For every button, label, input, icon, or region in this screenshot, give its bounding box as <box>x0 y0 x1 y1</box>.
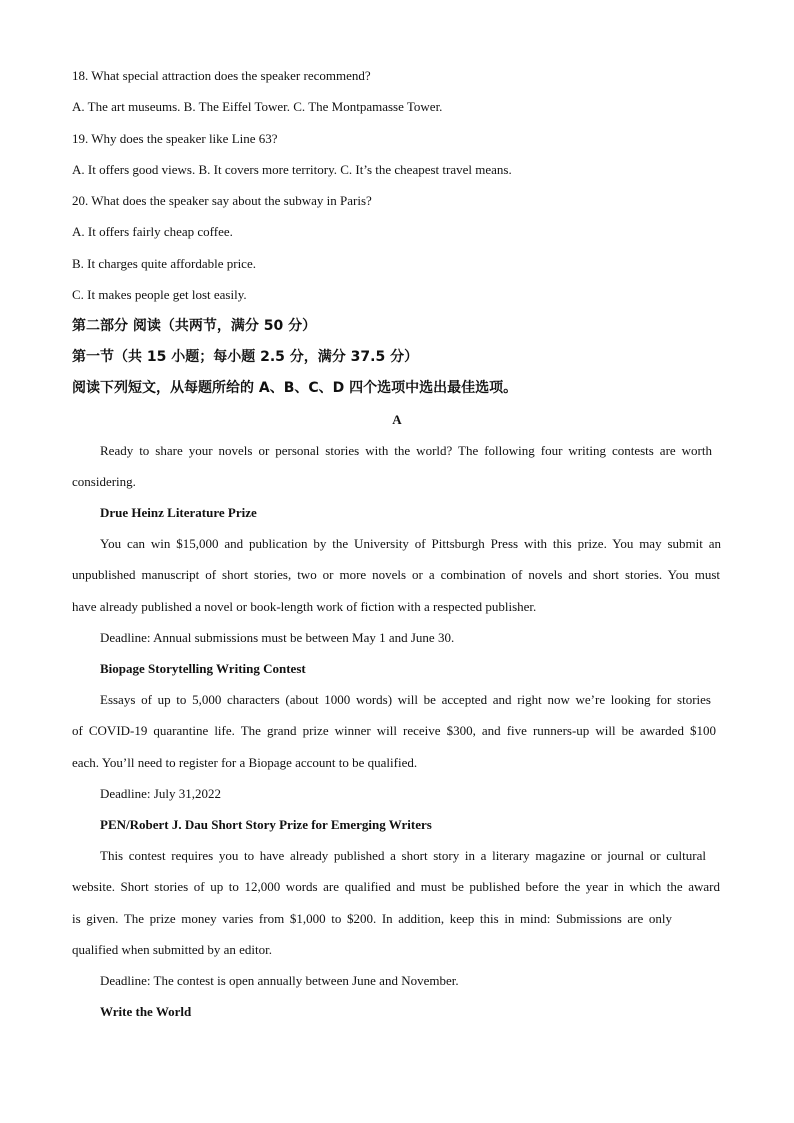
contest-title: PEN/Robert J. Dau Short Story Prize for Emerging Writers <box>100 817 432 832</box>
question-20-option-c: C. It makes people get lost easily. <box>72 287 247 302</box>
question-20-option-a: A. It offers fairly cheap coffee. <box>72 224 233 239</box>
contest-description-line: Essays of up to 5,000 characters (about 1000 words) will be accepted and right now we’re looking for stories <box>100 692 711 707</box>
passage-intro-line: considering. <box>72 474 136 489</box>
question-18: 18. What special attraction does the speaker recommend? <box>72 68 371 83</box>
contest-description-line: each. You’ll need to register for a Biopage account to be qualified. <box>72 755 418 770</box>
contest-deadline: Deadline: July 31,2022 <box>100 786 221 801</box>
contest-description-line: is given. The prize money varies from $1,000 to $200. In addition, keep this in mind: Submissions are only <box>72 911 672 926</box>
question-18-options: A. The art museums. B. The Eiffel Tower. C. The Montpamasse Tower. <box>72 99 443 114</box>
passage-letter: A <box>392 412 402 427</box>
contest-deadline: Deadline: The contest is open annually between June and November. <box>100 973 459 988</box>
contest-title: Drue Heinz Literature Prize <box>100 505 257 520</box>
question-20-option-b: B. It charges quite affordable price. <box>72 256 256 271</box>
contest-description-line: This contest requires you to have already published a short story in a literary magazine or journal or cultural <box>100 848 706 863</box>
section-heading: 第一节（共 15 小题；每小题 2.5 分，满分 37.5 分） <box>72 349 419 365</box>
passage-intro-line: Ready to share your novels or personal stories with the world? The following four writing contests are worth <box>100 443 712 458</box>
contest-deadline: Deadline: Annual submissions must be between May 1 and June 30. <box>100 630 455 645</box>
contest-title: Biopage Storytelling Writing Contest <box>100 661 306 676</box>
contest-description-line: have already published a novel or book-length work of fiction with a respected publisher. <box>72 599 537 614</box>
question-19-options: A. It offers good views. B. It covers more territory. C. It’s the cheapest travel means. <box>72 162 512 177</box>
part-heading: 第二部分 阅读（共两节，满分 50 分） <box>72 318 317 334</box>
question-19: 19. Why does the speaker like Line 63? <box>72 131 278 146</box>
contest-description-line: website. Short stories of up to 12,000 words are qualified and must be published before the year in which the award <box>72 879 720 894</box>
reading-instruction: 阅读下列短文，从每题所给的 A、B、C、D 四个选项中选出最佳选项。 <box>72 380 518 396</box>
contest-description-line: You can win $15,000 and publication by the University of Pittsburgh Press with this prize. You may submit an <box>100 536 721 551</box>
contest-description-line: of COVID-19 quarantine life. The grand prize winner will receive $300, and five runners-up will be awarded $100 <box>72 723 716 738</box>
contest-description-line: qualified when submitted by an editor. <box>72 942 273 957</box>
contest-description-line: unpublished manuscript of short stories, two or more novels or a combination of novels and short stories. You must <box>72 567 720 582</box>
contest-title: Write the World <box>100 1004 192 1019</box>
question-20: 20. What does the speaker say about the subway in Paris? <box>72 193 372 208</box>
